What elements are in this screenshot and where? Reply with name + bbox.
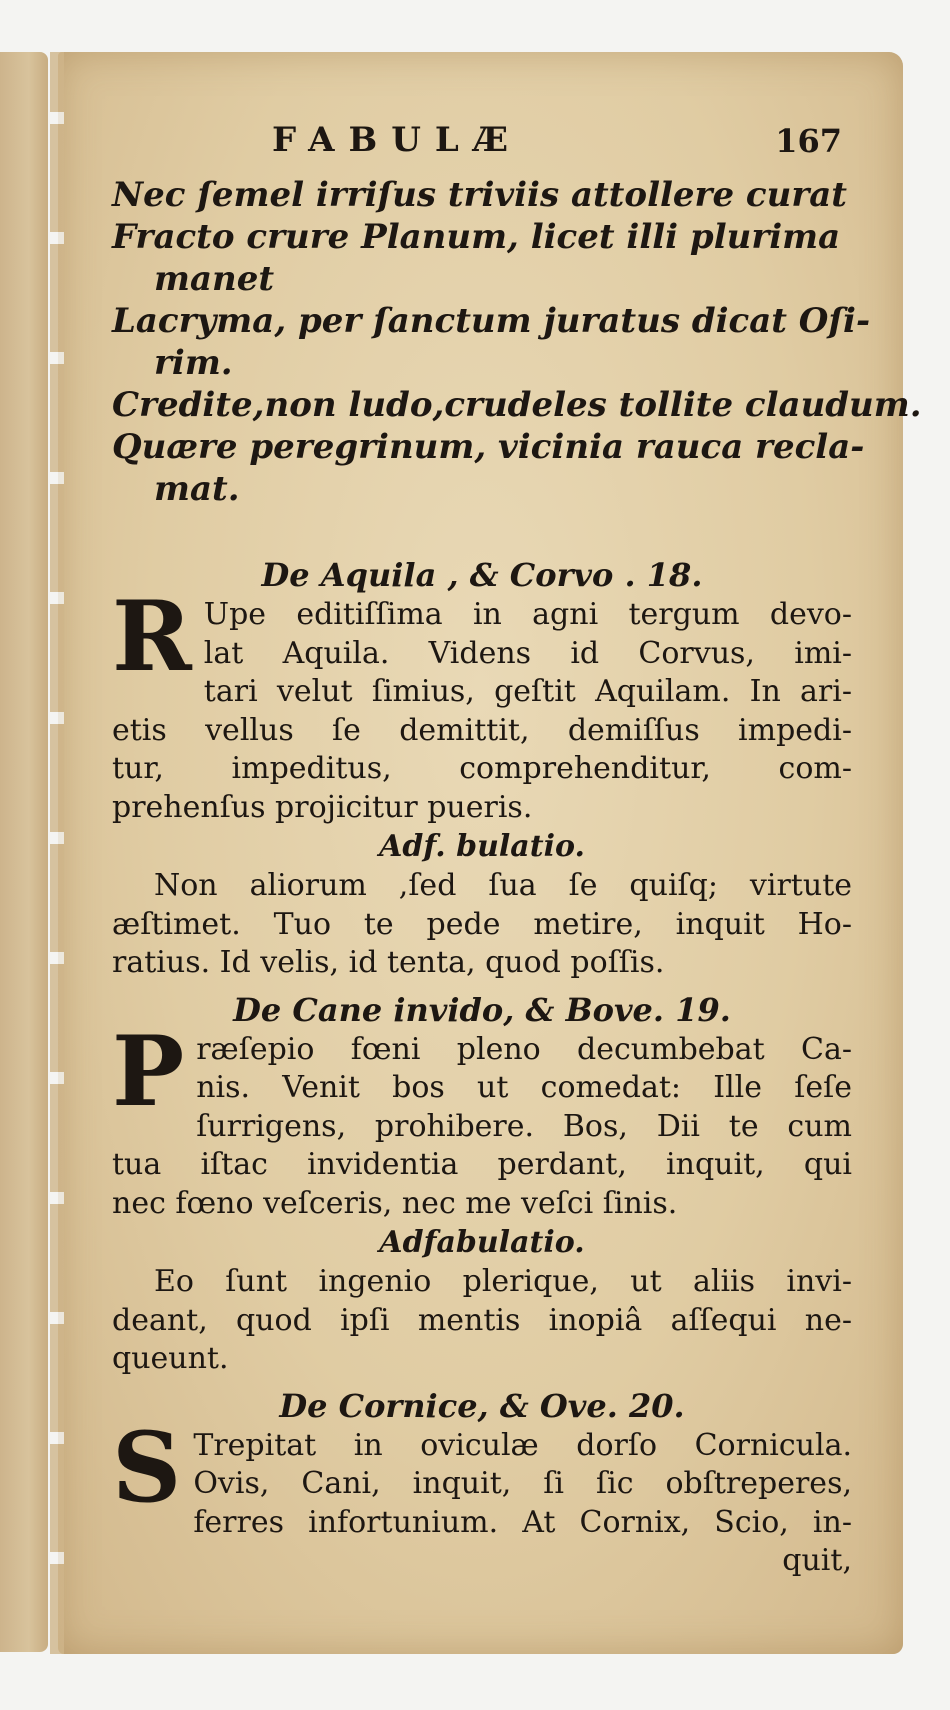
- fable-title: De Cornice, & Ove. 20.: [279, 1386, 685, 1425]
- moral-line: ratius. Id velis, id tenta, quod poſſis.: [112, 945, 665, 980]
- running-header: [112, 120, 852, 172]
- body-line: etis vellus ſe demittit, demiſſus impedi-: [112, 712, 852, 748]
- fable-20: [112, 1385, 852, 1581]
- verse-block: [112, 174, 922, 510]
- fable-19: [112, 989, 852, 1379]
- body-line: Ovis, Cani, inquit, ſi ſic obſtreperes,: [193, 1466, 852, 1501]
- body-line: tur, impeditus, comprehenditur, com-: [112, 751, 852, 786]
- moral-line: Non aliorum ,ſed ſua ſe quiſq; virtute: [154, 868, 852, 903]
- moral-body: [112, 867, 852, 983]
- catchword: quit,: [782, 1543, 852, 1578]
- body-line: nis. Venit bos ut comedat: Ille ſeſe: [196, 1070, 852, 1105]
- verse-line: Nec ſemel irriſus triviis attollere curat: [112, 175, 847, 215]
- running-title: FABULÆ: [272, 120, 522, 160]
- verse-line: mat.: [154, 469, 240, 509]
- adjacent-page-edge: [0, 52, 48, 1652]
- body-line: prehenſus projicitur pueris.: [112, 789, 533, 825]
- page-content: [112, 120, 922, 1581]
- moral-body: [112, 1263, 852, 1379]
- body-line: nec fœno veſceris, nec me veſci ſinis.: [112, 1185, 678, 1221]
- moral-line: æſtimet. Tuo te pede metire, inquit Ho-: [112, 906, 852, 942]
- body-line: ſurrigens, prohibere. Bos, Dii te cum: [196, 1108, 852, 1144]
- verse-line: Lacryma, per ſanctum juratus dicat Oſi-: [112, 301, 871, 341]
- moral-line: queunt.: [112, 1341, 229, 1376]
- verse-line: Credite,non ludo,crudeles tollite claudum.: [112, 385, 922, 425]
- drop-cap: P: [112, 1014, 185, 1128]
- fable-body: [112, 580, 852, 827]
- body-line: ræſepio fœni pleno decumbebat Ca-: [196, 1031, 852, 1067]
- body-line: tua iſtac invidentia perdant, inquit, qui: [112, 1147, 852, 1182]
- fable-title: De Aquila , & Corvo . 18.: [261, 556, 703, 594]
- binding-edge: [50, 52, 64, 1654]
- moral-title: Adfabulatio.: [379, 1225, 585, 1260]
- body-line: Upe editiſſima in agni tergum devo-: [203, 597, 852, 632]
- body-line: tari velut ſimius, geſtit Aquilam. In ari-: [203, 674, 852, 709]
- moral-title: Adf. bulatio.: [379, 829, 585, 864]
- verse-line: rim.: [154, 343, 233, 383]
- body-line: ferres infortunium. At Cornix, Scio, in-: [193, 1504, 852, 1540]
- body-line: Trepitat in oviculæ dorſo Cornicula.: [193, 1427, 852, 1463]
- body-line: lat Aquila. Videns id Corvus, imi-: [203, 635, 852, 671]
- drop-cap: S: [112, 1410, 182, 1524]
- verse-line: Quære peregrinum, vicinia rauca recla-: [112, 427, 865, 467]
- moral-line: Eo ſunt ingenio plerique, ut aliis invi-: [154, 1264, 852, 1299]
- verse-line: manet: [154, 259, 275, 299]
- fable-body: [112, 1014, 852, 1224]
- moral-line: deant, quod ipſi mentis inopiâ aſſequi ne-: [112, 1302, 852, 1338]
- fable-title: De Cane invido, & Bove. 19.: [233, 990, 731, 1029]
- fable-body: [112, 1410, 852, 1581]
- page-number: 167: [775, 122, 842, 160]
- fable-18: [112, 554, 852, 983]
- drop-cap: R: [112, 580, 192, 693]
- verse-line: Fracto crure Planum, licet illi plurima: [112, 217, 841, 257]
